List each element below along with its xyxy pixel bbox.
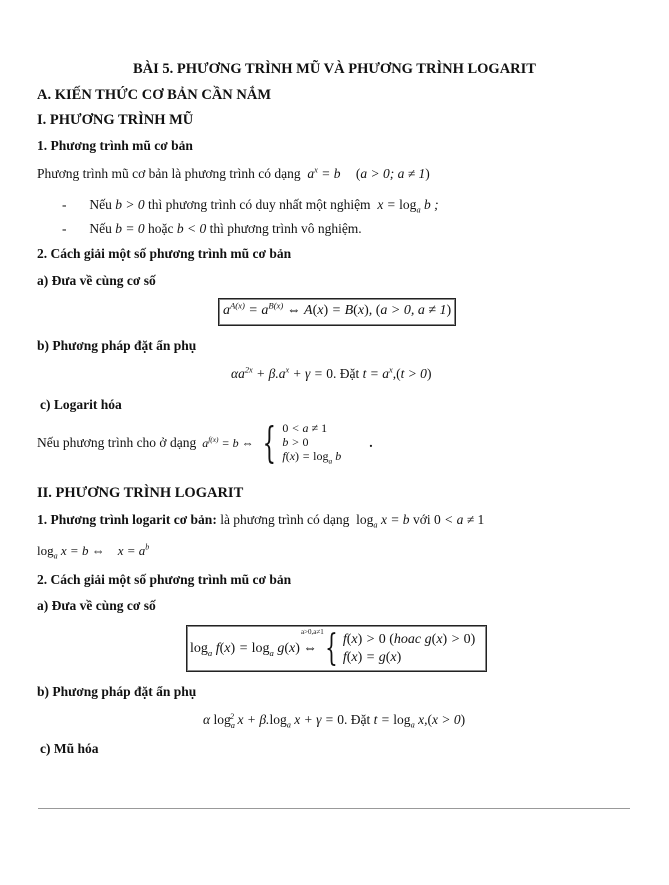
case-item: $f(x) = \log_a b$ <box>282 448 342 466</box>
page-divider <box>38 808 630 809</box>
exp-basic-definition <box>37 166 430 182</box>
bullet-text: Nếu <box>89 197 112 212</box>
part1-sub1-heading: 1. Phương trình mũ cơ bản <box>37 138 193 153</box>
bullet-item <box>62 197 439 213</box>
bullet-item <box>62 221 362 237</box>
same-base-exp-formula: $a^{A(x)} = a^{B(x)}$ ⇔ A(x) = B(x), (a > 0, a ≠ 1) <box>223 300 452 318</box>
bullet-dash: - <box>62 221 67 236</box>
part1-sub2-heading: 2. Cách giải một số phương trình mũ cơ bản <box>37 246 292 261</box>
log-basic-definition <box>37 512 484 528</box>
substitution-exp-variable: $t = a^x,(t > 0)$ <box>362 365 432 381</box>
period: . <box>369 435 373 450</box>
left-brace-icon: { <box>262 418 276 467</box>
equivalence-arrow-icon: ⇔ <box>302 640 317 656</box>
logarithmize-line <box>37 418 373 467</box>
bullet-text: hoặc <box>148 221 174 236</box>
case-item: f(x) > 0 (hoac g(x) > 0) <box>342 632 476 647</box>
exp-basic-condition: (a > 0; a ≠ 1) <box>355 166 430 181</box>
bullet-condition: b = 0 <box>115 221 145 236</box>
bullet-condition-2: b < 0 <box>176 221 207 236</box>
substitution-log-equation: α $\log_a^2 x + \beta.\log_a$ x + γ = 0 <box>203 711 345 730</box>
part1-heading: I. PHƯƠNG TRÌNH MŨ <box>37 112 194 128</box>
logarithmize-lhs: $a^{f(x)} = b$ ⇔ <box>202 434 254 450</box>
log-basic-condition: 0 < a ≠ 1 <box>433 512 485 527</box>
bullet-text: thì phương trình có duy nhất một nghiệm <box>148 197 371 212</box>
log-basic-heading: 1. Phương trình logarit cơ bản: <box>37 512 217 527</box>
logarithmize-cases <box>256 418 342 467</box>
log-cases <box>320 627 476 669</box>
cases-list <box>343 631 475 666</box>
conditional-equivalence <box>300 627 324 657</box>
exp-basic-intro: Phương trình mũ cơ bản là phương trình có dạng <box>37 166 301 181</box>
log-basic-with: với <box>412 512 431 527</box>
same-base-log-lhs: $\log_a f(x) = \log_a g(x)$ <box>190 640 300 658</box>
arrow-condition: a>0,a≠1 <box>300 627 324 636</box>
substitution-exp-formula <box>231 366 431 382</box>
log-basic-text: là phương trình có dạng <box>220 512 350 527</box>
case-item: b > 0 <box>282 435 309 450</box>
substitution-text: . Đặt <box>344 712 371 727</box>
section-a-heading: A. KIẾN THỨC CƠ BẢN CẦN NẮM <box>37 87 272 103</box>
same-base-log-formula-box <box>186 625 487 672</box>
part1-a-heading: a) Đưa về cùng cơ số <box>37 273 156 288</box>
log-basic-equivalence: $\log_a x = b$ ⇔ $x = a^b$ <box>37 542 150 561</box>
bullet-condition: b > 0 <box>115 197 145 212</box>
part1-c-heading: c) Logarit hóa <box>40 397 122 412</box>
substitution-exp-equation: $\alpha a^{2x} + \beta.a^x + \gamma = 0$ <box>231 365 333 381</box>
part2-sub2-heading: 2. Cách giải một số phương trình mũ cơ bản <box>37 572 292 587</box>
part2-c-heading: c) Mũ hóa <box>40 741 99 756</box>
bullet-text: thì phương trình vô nghiệm. <box>209 221 362 236</box>
case-item: f(x) = g(x) <box>342 649 402 665</box>
part2-heading: II. PHƯƠNG TRÌNH LOGARIT <box>37 485 244 501</box>
part1-b-heading: b) Phương pháp đặt ẩn phụ <box>37 338 197 353</box>
log-basic-form: $\log_a x = b$ <box>356 512 410 530</box>
left-brace-icon: { <box>325 627 338 669</box>
bullet-result: $x = \log_a b$ ; <box>373 197 439 215</box>
logarithmize-text: Nếu phương trình cho ở dạng <box>37 435 197 450</box>
same-base-log-formula <box>190 626 475 671</box>
cases-list <box>282 421 342 466</box>
substitution-text: . Đặt <box>332 366 360 381</box>
same-base-exp-formula-box <box>218 298 456 326</box>
bullet-dash: - <box>62 197 67 212</box>
document-title: BÀI 5. PHƯƠNG TRÌNH MŨ VÀ PHƯƠNG TRÌNH LOGARIT <box>133 61 536 77</box>
exp-basic-form: $a^x = b$ <box>304 165 341 181</box>
part2-b-heading: b) Phương pháp đặt ẩn phụ <box>37 684 197 699</box>
substitution-log-variable: $t = \log_a x,(x > 0)$ <box>373 712 466 730</box>
part2-a-heading: a) Đưa về cùng cơ số <box>37 598 156 613</box>
substitution-log-formula <box>203 712 465 728</box>
bullet-text: Nếu <box>89 221 112 236</box>
case-item: 0 < a ≠ 1 <box>282 421 328 436</box>
